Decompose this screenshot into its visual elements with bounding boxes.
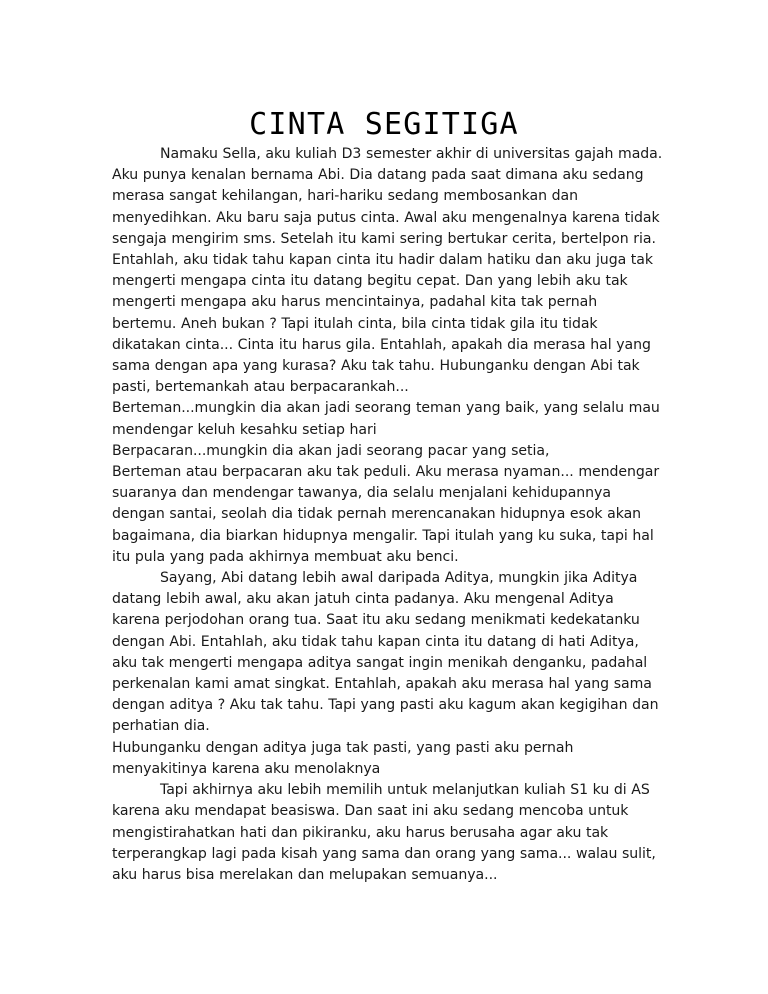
page-title: CINTA SEGITIGA — [249, 107, 519, 143]
paragraph: Berpacaran...mungkin dia akan jadi seorang pacar yang setia, — [112, 442, 550, 459]
paragraph: Tapi akhirnya aku lebih memilih untuk melanjutkan kuliah S1 ku di AS karena aku mendapat beasiswa. Dan saat ini aku sedang mencoba untuk mengistirahatkan hati dan pikiranku, aku harus berusaha agar aku tak terperangkap lagi pada kisah yang sama dan orang yang sama... walau sulit, aku harus bisa merelakan dan melupakan semuanya... — [112, 782, 656, 883]
paragraph: Berteman...mungkin dia akan jadi seorang teman yang baik, yang selalu mau mendengar keluh kesahku setiap hari — [112, 400, 660, 438]
paragraph: Sayang, Abi datang lebih awal daripada Aditya, mungkin jika Aditya datang lebih awal, aku akan jatuh cinta padanya. Aku mengenal Aditya karena perjodohan orang tua. Saat itu aku sedang menikmati kedekatanku dengan Abi. Entahlah, aku tidak tahu kapan cinta itu datang di hati Aditya, aku tak mengerti mengapa aditya sangat ingin menikah denganku, padahal perkenalan kami amat singkat. Entahlah, apakah aku merasa hal yang sama dengan aditya ? Aku tak tahu. Tapi yang pasti aku kagum akan kegigihan dan perhatian dia. — [112, 570, 659, 735]
paragraph: Berteman atau berpacaran aku tak peduli. Aku merasa nyaman... mendengar suaranya dan mendengar tawanya, dia selalu menjalani kehidupannya dengan santai, seolah dia tidak pernah merencanakan hidupnya esok akan bagaimana, dia biarkan hidupnya mengalir. Tapi itulah yang ku suka, tapi hal itu pula yang pada akhirnya membuat aku benci. — [112, 464, 660, 565]
document-body — [112, 144, 664, 886]
paragraph: Namaku Sella, aku kuliah D3 semester akhir di universitas gajah mada. Aku punya kenalan bernama Abi. Dia datang pada saat dimana aku sedang merasa sangat kehilangan, hari-hariku sedang membosankan dan menyedihkan. Aku baru saja putus cinta. Awal aku mengenalnya karena tidak sengaja mengirim sms. Setelah itu kami sering bertukar cerita, bertelpon ria. Entahlah, aku tidak tahu kapan cinta itu hadir dalam hatiku dan aku juga tak mengerti mengapa cinta itu datang begitu cepat. Dan yang lebih aku tak mengerti mengapa aku harus mencintainya, padahal kita tak pernah bertemu. Aneh bukan ? Tapi itulah cinta, bila cinta tidak gila itu tidak dikatakan cinta... Cinta itu harus gila. Entahlah, apakah dia merasa hal yang sama dengan apa yang kurasa? Aku tak tahu. Hubunganku dengan Abi tak pasti, bertemankah atau berpacarankah... — [112, 146, 663, 396]
paragraph: Hubunganku dengan aditya juga tak pasti, yang pasti aku pernah menyakitinya karena aku menolaknya — [112, 739, 574, 777]
